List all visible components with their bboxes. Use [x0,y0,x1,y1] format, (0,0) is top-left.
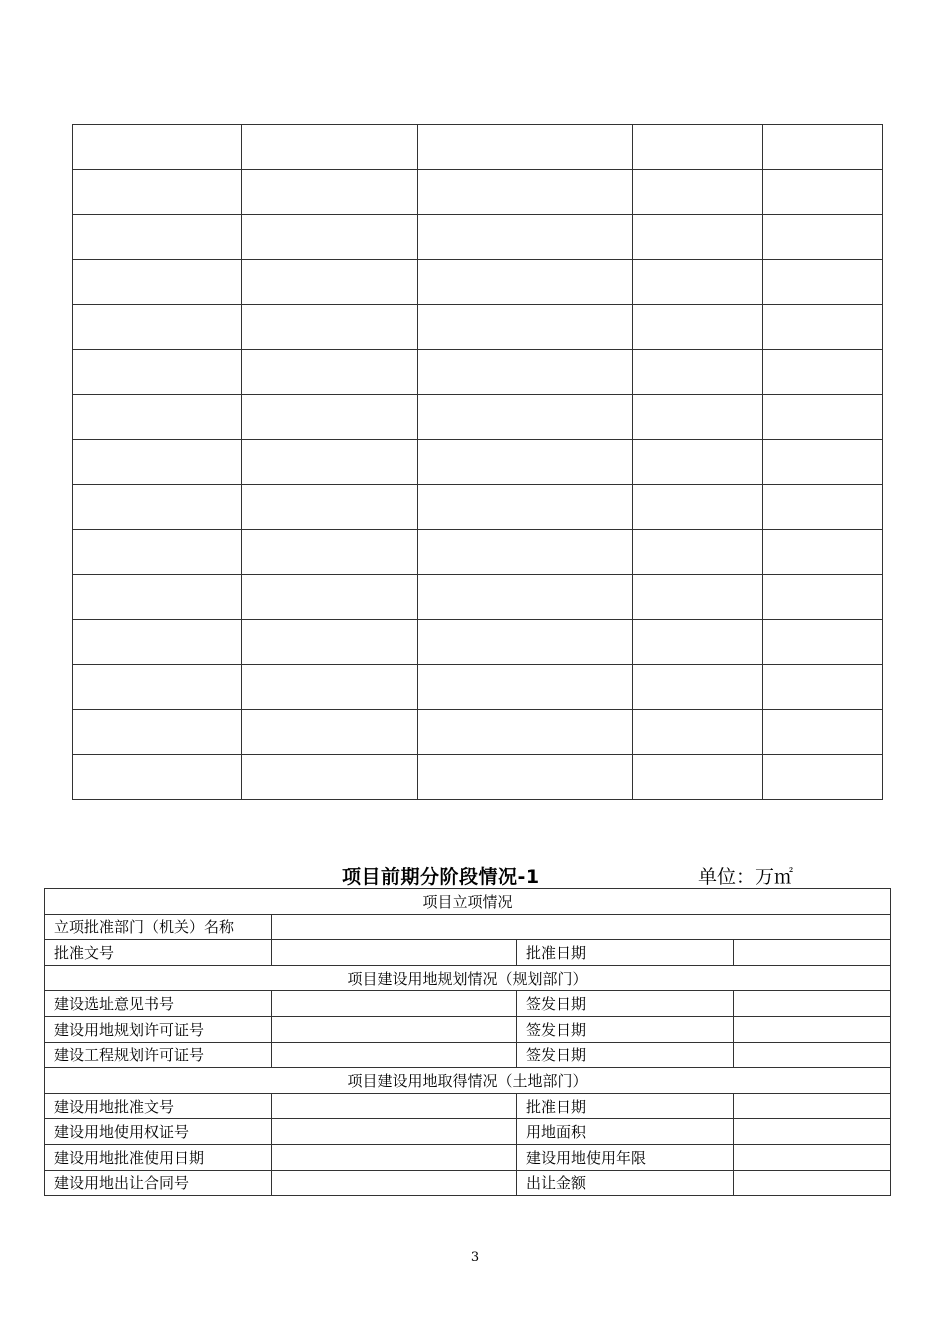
blank-cell[interactable] [242,710,418,755]
blank-cell[interactable] [633,665,763,710]
blank-cell[interactable] [418,170,633,215]
field-label: 签发日期 [517,1042,734,1068]
blank-cell[interactable] [763,395,883,440]
table-row [45,1016,891,1042]
field-value[interactable] [734,1042,891,1068]
table-row [45,914,891,940]
blank-cell[interactable] [763,350,883,395]
blank-cell[interactable] [73,665,242,710]
blank-cell[interactable] [633,530,763,575]
field-value[interactable] [734,991,891,1017]
field-label: 批准日期 [517,1093,734,1119]
field-value[interactable] [272,1170,517,1196]
blank-cell[interactable] [763,665,883,710]
blank-cell[interactable] [763,530,883,575]
section-heading [0,862,950,888]
blank-cell[interactable] [242,530,418,575]
blank-cell[interactable] [633,170,763,215]
blank-cell[interactable] [73,395,242,440]
field-value[interactable] [734,1144,891,1170]
blank-row [73,575,883,620]
field-value[interactable] [272,1016,517,1042]
field-value[interactable] [734,940,891,966]
field-label: 建设用地批准文号 [45,1093,272,1119]
table-row [45,1170,891,1196]
blank-cell[interactable] [633,260,763,305]
field-label: 签发日期 [517,991,734,1017]
field-label: 建设用地使用权证号 [45,1119,272,1145]
field-label: 建设用地出让合同号 [45,1170,272,1196]
section-header-row [45,889,891,915]
blank-cell[interactable] [73,710,242,755]
blank-cell[interactable] [242,350,418,395]
blank-cell[interactable] [763,485,883,530]
blank-cell[interactable] [242,215,418,260]
blank-cell[interactable] [73,170,242,215]
field-label: 出让金额 [517,1170,734,1196]
blank-cell[interactable] [418,620,633,665]
field-value[interactable] [272,1042,517,1068]
blank-cell[interactable] [633,215,763,260]
blank-row [73,215,883,260]
field-label: 建设用地批准使用日期 [45,1144,272,1170]
section-header-row [45,965,891,991]
blank-cell[interactable] [418,575,633,620]
blank-cell[interactable] [73,125,242,170]
field-label: 建设工程规划许可证号 [45,1042,272,1068]
page-number: 3 [470,1250,480,1265]
blank-cell[interactable] [242,440,418,485]
blank-cell[interactable] [633,710,763,755]
table-row [45,1093,891,1119]
blank-cell[interactable] [242,485,418,530]
field-label: 签发日期 [517,1016,734,1042]
blank-cell[interactable] [763,620,883,665]
field-value[interactable] [272,914,891,940]
blank-cell[interactable] [633,755,763,800]
field-label: 批准文号 [45,940,272,966]
blank-row [73,350,883,395]
blank-row [73,440,883,485]
blank-cell[interactable] [633,440,763,485]
blank-cell[interactable] [418,530,633,575]
blank-cell[interactable] [242,620,418,665]
blank-cell[interactable] [633,350,763,395]
table-row [45,1119,891,1145]
field-label: 立项批准部门（机关）名称 [45,914,272,940]
blank-row [73,305,883,350]
blank-cell[interactable] [763,170,883,215]
field-value[interactable] [272,1144,517,1170]
blank-cell[interactable] [73,485,242,530]
blank-cell[interactable] [633,485,763,530]
blank-cell[interactable] [242,305,418,350]
field-label: 批准日期 [517,940,734,966]
blank-cell[interactable] [633,305,763,350]
blank-cell[interactable] [418,260,633,305]
blank-cell[interactable] [763,755,883,800]
blank-cell[interactable] [763,260,883,305]
blank-cell[interactable] [633,620,763,665]
blank-cell[interactable] [418,125,633,170]
blank-cell[interactable] [242,665,418,710]
field-value[interactable] [734,1170,891,1196]
blank-cell[interactable] [763,575,883,620]
field-value[interactable] [734,1016,891,1042]
blank-table [72,124,883,800]
blank-cell[interactable] [633,125,763,170]
field-value[interactable] [734,1119,891,1145]
table-row [45,940,891,966]
blank-cell[interactable] [242,170,418,215]
blank-cell[interactable] [633,575,763,620]
blank-cell[interactable] [418,710,633,755]
blank-row [73,710,883,755]
blank-cell[interactable] [418,485,633,530]
blank-cell[interactable] [242,755,418,800]
table-row [45,1144,891,1170]
blank-cell[interactable] [73,620,242,665]
field-value[interactable] [272,1093,517,1119]
blank-cell[interactable] [73,260,242,305]
table-title: 项目前期分阶段情况-1 [342,866,540,888]
blank-cell[interactable] [242,575,418,620]
blank-cell[interactable] [242,395,418,440]
blank-cell[interactable] [418,440,633,485]
blank-cell[interactable] [418,305,633,350]
blank-row [73,395,883,440]
field-label: 建设用地使用年限 [517,1144,734,1170]
project-stage-table [44,888,891,1196]
blank-row [73,170,883,215]
blank-cell[interactable] [73,575,242,620]
blank-cell[interactable] [73,530,242,575]
field-value[interactable] [272,940,517,966]
blank-cell[interactable] [763,440,883,485]
unit-label: 单位：万㎡ [698,866,794,888]
blank-row [73,530,883,575]
blank-row [73,620,883,665]
field-label: 用地面积 [517,1119,734,1145]
blank-cell[interactable] [73,215,242,260]
section-title: 项目立项情况 [45,889,891,915]
blank-row [73,125,883,170]
section-title: 项目建设用地取得情况（土地部门） [45,1068,891,1094]
field-value[interactable] [272,991,517,1017]
blank-cell[interactable] [73,305,242,350]
blank-cell[interactable] [418,215,633,260]
blank-row [73,485,883,530]
blank-cell[interactable] [418,395,633,440]
blank-cell[interactable] [73,440,242,485]
blank-cell[interactable] [418,755,633,800]
blank-row [73,665,883,710]
field-value[interactable] [734,1093,891,1119]
blank-cell[interactable] [763,125,883,170]
section-title: 项目建设用地规划情况（规划部门） [45,965,891,991]
field-label: 建设选址意见书号 [45,991,272,1017]
blank-cell[interactable] [418,350,633,395]
blank-cell[interactable] [73,755,242,800]
field-value[interactable] [272,1119,517,1145]
table-row [45,1042,891,1068]
field-label: 建设用地规划许可证号 [45,1016,272,1042]
blank-cell[interactable] [763,710,883,755]
table-row [45,991,891,1017]
blank-row [73,260,883,305]
blank-cell[interactable] [633,395,763,440]
blank-row [73,755,883,800]
blank-cell[interactable] [418,665,633,710]
blank-cell[interactable] [242,125,418,170]
blank-cell[interactable] [242,260,418,305]
blank-cell[interactable] [73,350,242,395]
section-header-row [45,1068,891,1094]
blank-cell[interactable] [763,305,883,350]
blank-cell[interactable] [763,215,883,260]
